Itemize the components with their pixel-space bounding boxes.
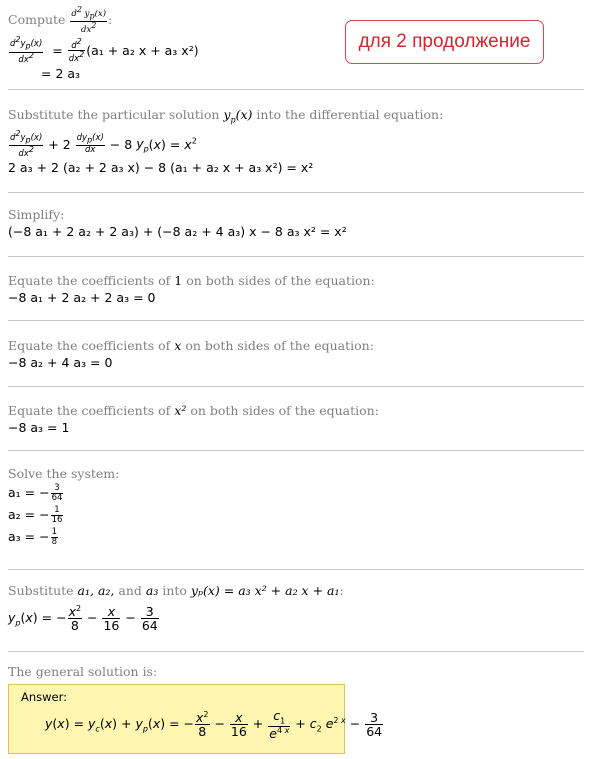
solution-a2: a₂ = − $\frac{1}{16}$ bbox=[8, 505, 63, 525]
step-substitute-header: Substitute the particular solution $y_p(x)$ into the differential equation: bbox=[8, 107, 444, 125]
step-simplify-header: Simplify: bbox=[8, 207, 65, 222]
coef-x2-line: −8 a₃ = 1 bbox=[8, 420, 70, 435]
step-coef-x2-header: Equate the coefficients of x² on both sides of the equation: bbox=[8, 403, 379, 418]
step-coef-x bbox=[8, 338, 584, 372]
step-coef-1 bbox=[8, 273, 584, 307]
step-general-header: The general solution is: bbox=[8, 664, 158, 679]
simplify-line: (−8 a₁ + 2 a₂ + 2 a₃) + (−8 a₂ + 4 a₃) x − 8 a₃ x² = x² bbox=[8, 224, 347, 239]
step-substitute-back bbox=[8, 583, 584, 633]
compute-line-3: = 2 a₃ bbox=[41, 66, 81, 82]
divider bbox=[8, 386, 584, 387]
divider bbox=[8, 450, 584, 451]
step-substitute bbox=[8, 107, 584, 177]
step-substitute-back-header: Substitute a₁, a₂, and a₃ into yₚ(x) = a₃ x² + a₂ x + a₁: bbox=[8, 583, 344, 598]
step-compute-header: Compute $\frac{d^2 y_p(x)}{dx^2}$ : bbox=[8, 5, 113, 35]
compute-line-2: $\frac{d^2y_p(x)}{dx^2}$ = $\frac{d^2}{dx^2}$ (a₁ + a₂ x + a₃ x²) bbox=[10, 35, 199, 66]
step-simplify bbox=[8, 207, 584, 241]
step-coef-x-header: Equate the coefficients of x on both sides of the equation: bbox=[8, 338, 374, 353]
continuation-note: для 2 продолжение bbox=[345, 20, 544, 64]
divider bbox=[8, 256, 584, 257]
solution-a1: a₁ = − $\frac{3}{64}$ bbox=[8, 483, 63, 503]
divider bbox=[8, 89, 584, 90]
step-coef-x2 bbox=[8, 403, 584, 437]
coef-x-line: −8 a₂ + 4 a₃ = 0 bbox=[8, 355, 113, 370]
coef-1-line: −8 a₁ + 2 a₂ + 2 a₃ = 0 bbox=[8, 290, 156, 305]
step-solve-header: Solve the system: bbox=[8, 466, 120, 481]
particular-solution: $y_p(x)$ = − $\frac{x^2}{8}$ − $\frac{x}{16}$ − $\frac{3}{64}$ bbox=[8, 604, 158, 634]
answer-label: Answer: bbox=[21, 690, 68, 704]
solution-a3: a₃ = − $\frac{1}{8}$ bbox=[8, 527, 57, 547]
step-coef-1-header: Equate the coefficients of 1 on both sides of the equation: bbox=[8, 273, 375, 288]
substitute-line-1: $\frac{d^2y_p(x)}{dx^2}$ + 2 $\frac{dy_p(x)}{dx}$ − 8 $y_p(x) = x^2$ bbox=[10, 129, 197, 160]
step-general bbox=[8, 664, 584, 680]
answer-box bbox=[8, 684, 383, 754]
divider bbox=[8, 192, 584, 193]
divider bbox=[8, 569, 584, 570]
step-solve bbox=[8, 466, 584, 550]
step-compute bbox=[8, 6, 584, 83]
divider bbox=[8, 651, 584, 652]
divider bbox=[8, 320, 584, 321]
general-solution: $y(x) = y_c(x) + y_p(x)$ = − $\frac{x^2}{8}$ − $\frac{x}{16}$ + $\frac{c_1}{e^{4 x}}$ + $c_2$ $e^{2 x}$ − $\frac{3}{64}$ bbox=[45, 708, 383, 742]
substitute-line-2: 2 a₃ + 2 (a₂ + 2 a₃ x) − 8 (a₁ + a₂ x + a₃ x²) = x² bbox=[8, 160, 314, 176]
